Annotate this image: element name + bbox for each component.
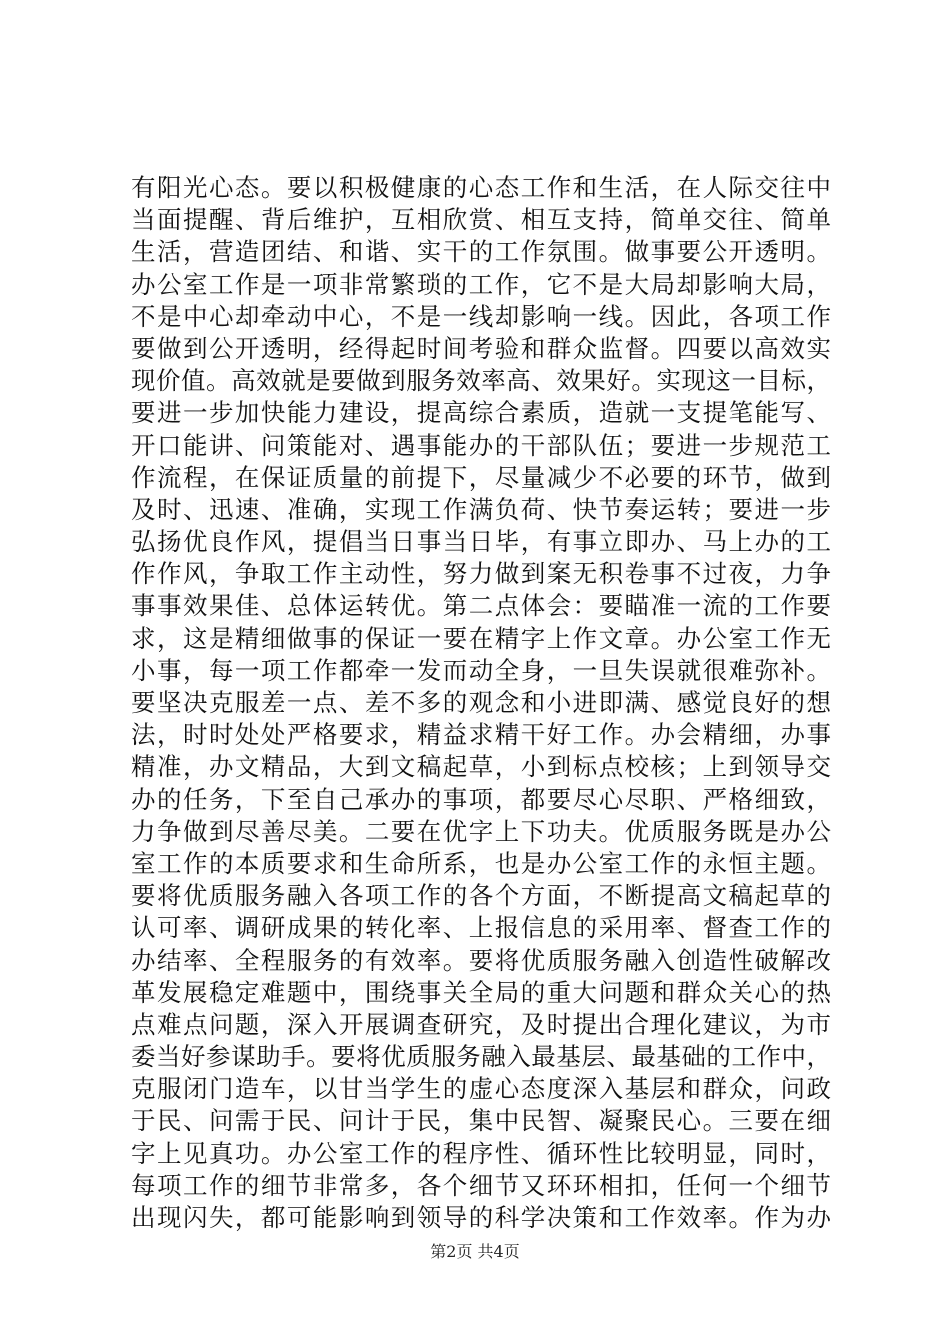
body-line: 要将优质服务融入各项工作的各个方面，不断提高文稿起草的 bbox=[131, 881, 831, 911]
body-line: 室工作的本质要求和生命所系，也是办公室工作的永恒主题。 bbox=[131, 848, 831, 878]
body-line: 克服闭门造车，以甘当学生的虚心态度深入基层和群众，问政 bbox=[131, 1074, 831, 1104]
body-line: 力争做到尽善尽美。二要在优字上下功夫。优质服务既是办公 bbox=[131, 816, 831, 846]
body-line: 开口能讲、问策能对、遇事能办的干部队伍；要进一步规范工 bbox=[131, 430, 831, 460]
body-line: 现价值。高效就是要做到服务效率高、效果好。实现这一目标， bbox=[131, 366, 831, 396]
page-number-footer: 第2页 共4页 bbox=[430, 1242, 520, 1261]
body-line: 每项工作的细节非常多，各个细节又环环相扣，任何一个细节 bbox=[131, 1170, 831, 1200]
body-line: 有阳光心态。要以积极健康的心态工作和生活，在人际交往中 bbox=[131, 173, 831, 202]
body-text bbox=[131, 172, 831, 1234]
body-line: 及时、迅速、准确，实现工作满负荷、快节奏运转；要进一步 bbox=[131, 494, 831, 524]
body-line: 小事，每一项工作都牵一发而动全身，一旦失误就很难弥补。 bbox=[131, 655, 831, 685]
body-line: 作作风，争取工作主动性，努力做到案无积卷事不过夜，力争 bbox=[131, 559, 831, 589]
body-line: 办结率、全程服务的有效率。要将优质服务融入创造性破解改 bbox=[131, 945, 831, 975]
body-line: 革发展稳定难题中，围绕事关全局的重大问题和群众关心的热 bbox=[131, 977, 831, 1007]
body-line: 不是中心却牵动中心，不是一线却影响一线。因此，各项工作 bbox=[131, 301, 831, 331]
body-line: 点难点问题，深入开展调查研究，及时提出合理化建议，为市 bbox=[131, 1009, 831, 1039]
body-line: 认可率、调研成果的转化率、上报信息的采用率、督查工作的 bbox=[131, 913, 831, 943]
body-line: 生活，营造团结、和谐、实干的工作氛围。做事要公开透明。 bbox=[131, 237, 831, 267]
body-line: 办公室工作是一项非常繁琐的工作，它不是大局却影响大局， bbox=[131, 269, 831, 299]
body-line: 弘扬优良作风，提倡当日事当日毕，有事立即办、马上办的工 bbox=[131, 527, 831, 557]
body-line: 要做到公开透明，经得起时间考验和群众监督。四要以高效实 bbox=[131, 333, 831, 363]
body-line: 作流程，在保证质量的前提下，尽量减少不必要的环节，做到 bbox=[131, 462, 831, 492]
body-line: 出现闪失，都可能影响到领导的科学决策和工作效率。作为办 bbox=[131, 1203, 831, 1232]
body-line: 委当好参谋助手。要将优质服务融入最基层、最基础的工作中， bbox=[131, 1042, 831, 1072]
body-line: 当面提醒、背后维护，互相欣赏、相互支持，简单交往、简单 bbox=[131, 205, 831, 235]
body-line: 要坚决克服差一点、差不多的观念和小进即满、感觉良好的想 bbox=[131, 688, 831, 717]
body-line: 求，这是精细做事的保证一要在精字上作文章。办公室工作无 bbox=[131, 623, 831, 653]
body-line: 精准，办文精品，大到文稿起草，小到标点校核；上到领导交 bbox=[131, 752, 831, 782]
body-line: 要进一步加快能力建设，提高综合素质，造就一支提笔能写、 bbox=[131, 398, 831, 428]
body-line: 事事效果佳、总体运转优。第二点体会：要瞄准一流的工作要 bbox=[131, 591, 831, 621]
body-line: 办的任务，下至自己承办的事项，都要尽心尽职、严格细致， bbox=[131, 784, 831, 814]
body-line: 于民、问需于民、问计于民，集中民智、凝聚民心。三要在细 bbox=[131, 1106, 831, 1136]
body-line: 字上见真功。办公室工作的程序性、循环性比较明显，同时， bbox=[131, 1138, 831, 1168]
body-line: 法，时时处处严格要求，精益求精干好工作。办会精细，办事 bbox=[131, 720, 831, 750]
